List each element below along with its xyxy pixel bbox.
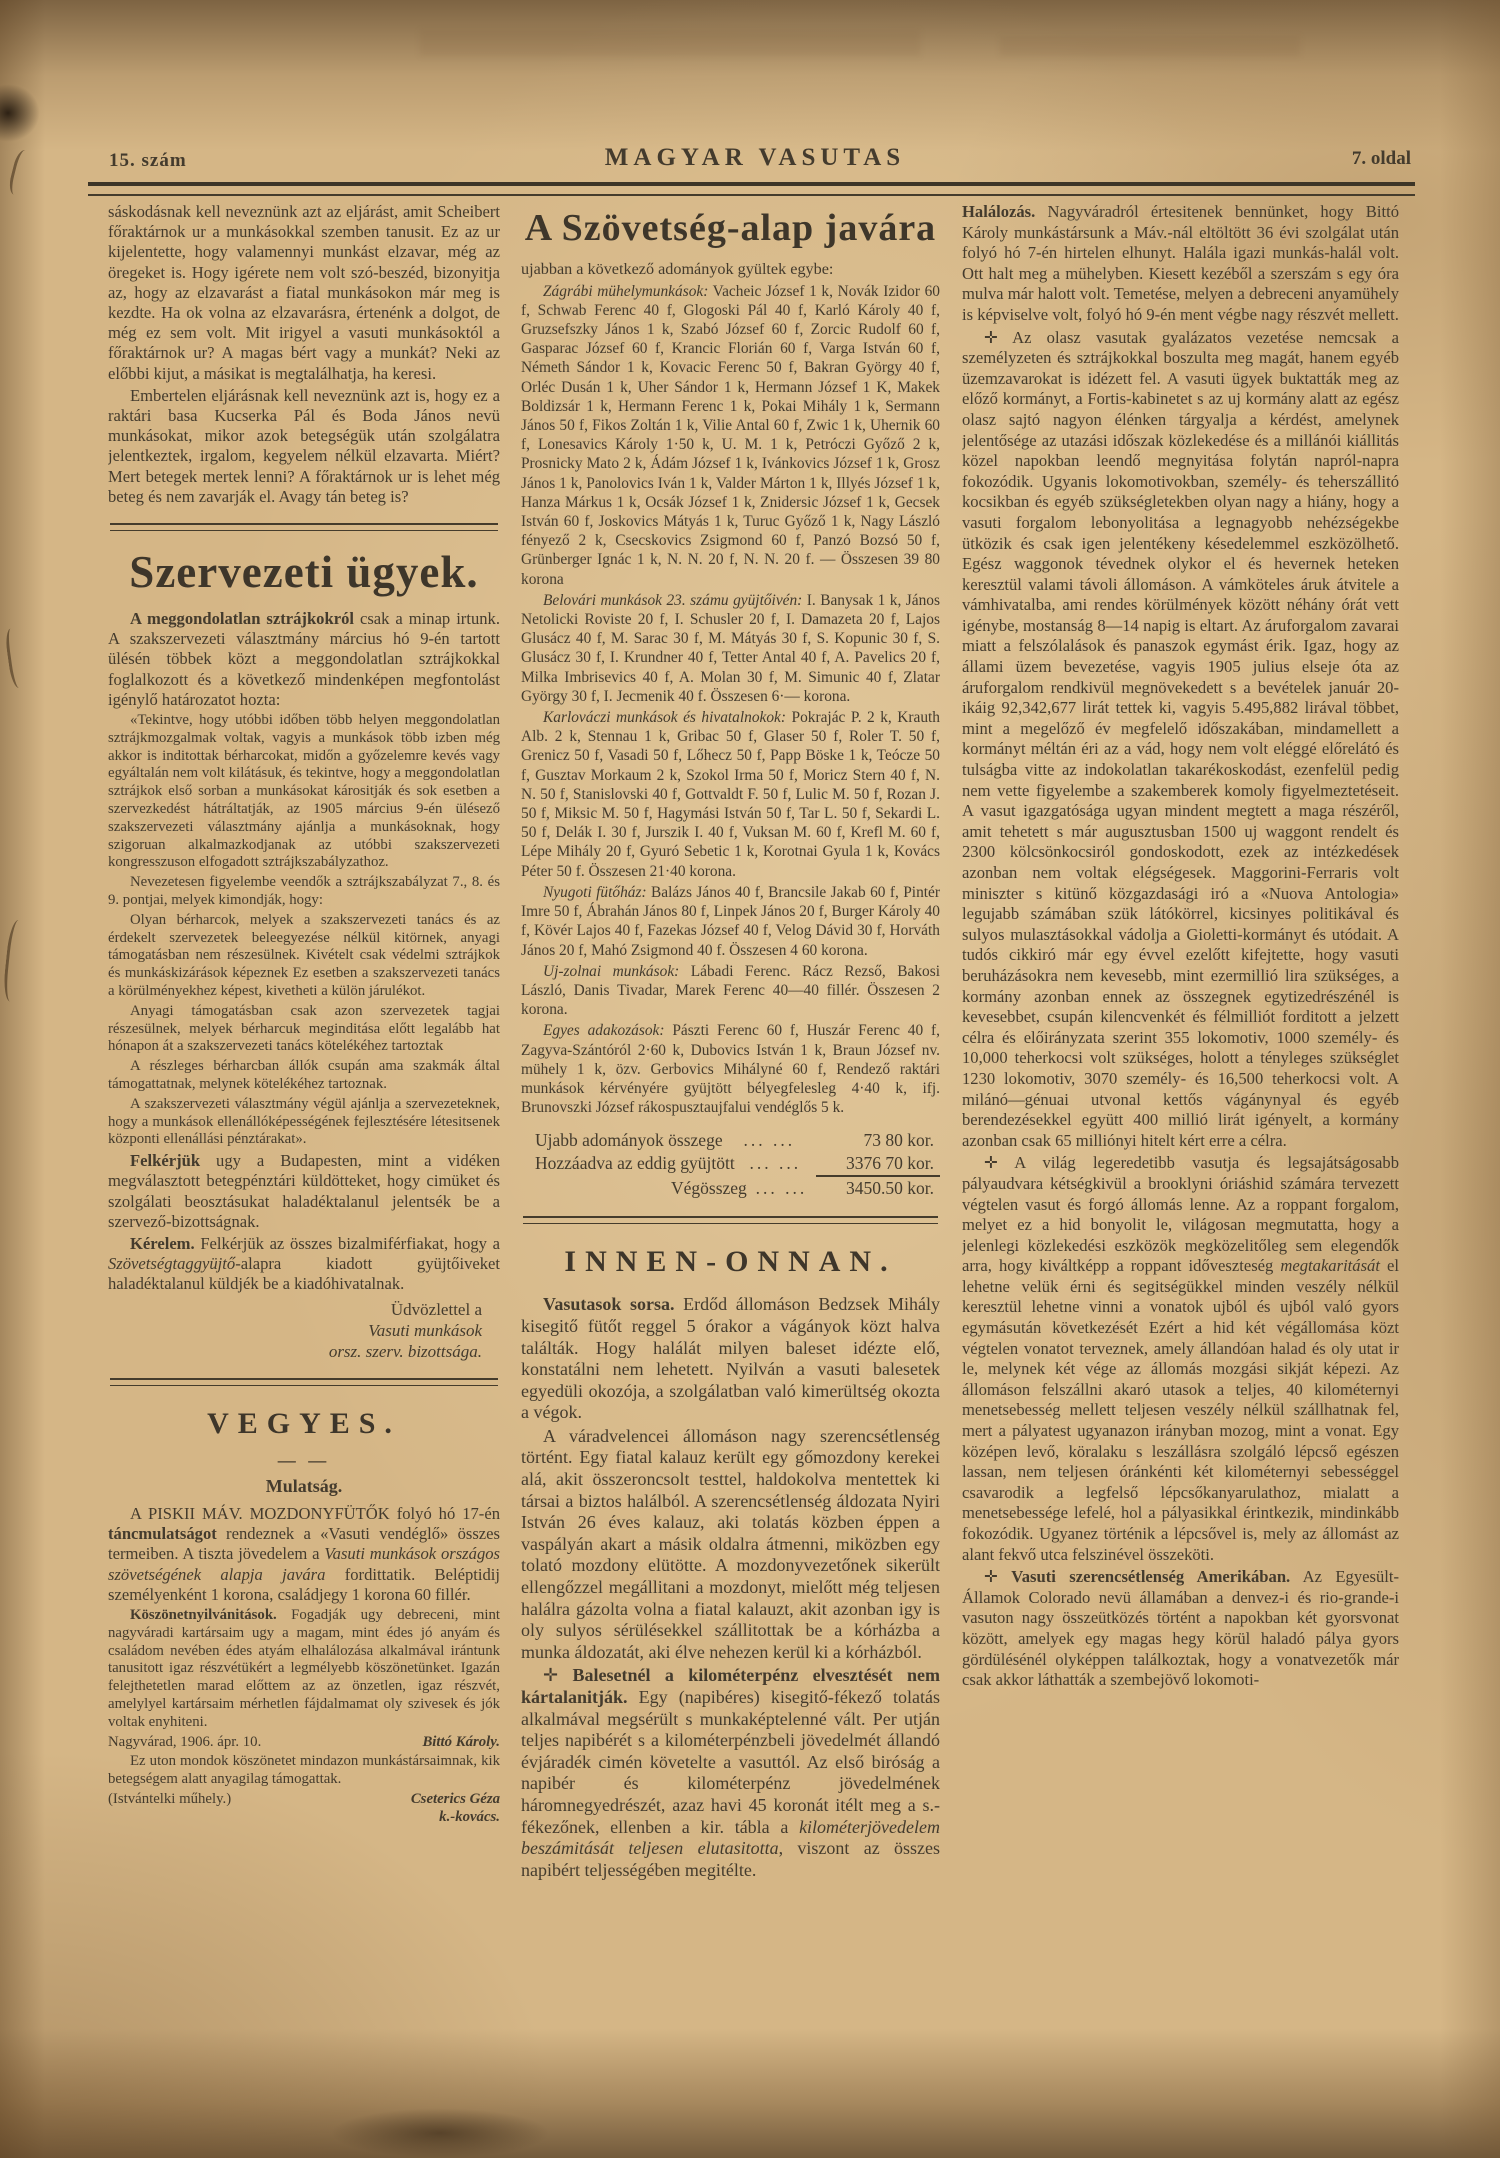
news-item — [521, 1294, 940, 1424]
body-text: Nagyváradról értesitenek bennünket, hogy Bittó Károly munkástársunk a Máv.-nál eltöltött 36 évi szolgálat után folyó hó 7-én hirtelen elhunyt. Halála igazi munkás-halál volt. Ott halt meg a mühelyben. Kiesett kezéből a szerszám s egy óra mulva már halott volt. Temetése, melyen a debreceni anyamühely is képviselve volt, folyó hó 9-én ment végbe nagy részvét mellett. — [962, 202, 1399, 324]
byline-name-line: Cseterics Géza — [410, 1791, 500, 1807]
body-text: fordittatik. Beléptidij személyenként 1 korona, családjegy 1 korona 60 fillér. — [108, 1564, 500, 1604]
byline-name-line: Bittó Károly. — [422, 1733, 500, 1750]
italic-text: Vasuti munkások országos szövetségének alapja javára — [108, 1544, 500, 1584]
ink-bleed-ghost — [420, 30, 920, 56]
scan-smudge — [0, 84, 40, 142]
section-heading: Szervezeti ügyek. — [129, 547, 479, 598]
italic-text: Karlováczi munkások és hivatalnokok: — [543, 709, 787, 727]
news-item — [962, 202, 1399, 326]
byline — [108, 1791, 500, 1827]
totals-amount: 3450.50 — [846, 1178, 903, 1199]
body-text: ujabban a következő adományok gyültek egybe: — [521, 260, 834, 278]
body-text: «Tekintve, hogy utóbbi időben több helyen meggondolatlan sztrájkmozgalmak voltak, vagyis a munkások több izben még akkor is inditottak bérharcokat, midőn a győzelemre kevés vagy egyáltalán nem volt kilátásuk, és tekintve, hogy a meggondolatlan sztrájkok első sorban a munkásokat kárositják és sok esetben a szervezkedést hátráltatják, az 1905 március 9-én ülésező szakszervezeti választmány ajánlja a munkásoknak, hogy szigoruan alkalmazkodjanak az utóbbi szakszervezeti kongresszuson elfogadott sztrájkszabályzathoz. — [108, 712, 500, 871]
body-text: Nevezetesen figyelembe veendők a sztrájkszabályzat 7., 8. és 9. pontjai, melyek kimondják, hogy: — [108, 874, 500, 909]
margin-mark — [2, 919, 31, 1003]
article-paragraph — [108, 609, 500, 710]
italic-text: Zágrábi mühelymunkások: — [543, 282, 709, 300]
donation-list-paragraph — [521, 1021, 940, 1117]
italic-text: Nyugoti fütőház: — [543, 883, 647, 901]
dot-leaders: ... ... — [755, 1178, 808, 1199]
issue-number: 15. szám — [109, 150, 187, 171]
divider-rule — [523, 1216, 938, 1224]
section-heading: A Szövetség-alap javára — [524, 207, 937, 249]
intro-paragraph — [521, 260, 940, 280]
dot-leaders: ... ... — [743, 1130, 796, 1151]
ink-bleed-ghost — [1000, 36, 1300, 56]
bold-lead: Halálozás. — [962, 202, 1036, 221]
bold-lead: Felkérjük — [130, 1151, 201, 1171]
donation-list-paragraph — [521, 883, 940, 960]
dot-leaders: ... ... — [749, 1153, 802, 1174]
signature-block — [108, 1299, 500, 1362]
resolution-paragraph — [108, 1096, 500, 1149]
section-heading: INNEN-ONNAN. — [564, 1245, 897, 1279]
byline-name-line: k.-kovács. — [439, 1808, 500, 1825]
italic-text: megtakaritását — [1280, 1256, 1380, 1276]
totals-row — [521, 1152, 940, 1177]
resolution-paragraph — [108, 712, 500, 872]
italic-text: Szövetségtaggyüjtő — [108, 1254, 236, 1274]
news-item — [521, 1426, 940, 1664]
byline — [108, 1734, 500, 1752]
byline-name — [411, 1791, 500, 1827]
italic-text: Uj-zolnai munkások: — [543, 962, 680, 980]
body-text: Balázs János 40 f, Brancsile Jakab 60 f, Pintér Imre 50 f, Ábrahán János 80 f, Linpek János 20 f, Burger Károly 40 f, Kövér Lajos 40 f, Fazekas József 40 f, Velog Dávid 30 f, Horváth János 20 f, Mahó Zsigmond 40 f. Összesen 4 60 korona. — [521, 883, 940, 959]
signature-line: Vasuti munkások — [368, 1320, 482, 1340]
byline-place: Nagyvárad, 1906. ápr. 10. — [108, 1733, 262, 1750]
section-heading: VEGYES. — [207, 1406, 401, 1440]
bold-lead: Vasuti szerencsétlenség Amerikában. — [1011, 1567, 1291, 1587]
body-text: Az Egyesült-Államok Colorado nevü államában a denvez-i és rio-grande-i vasuton nagy összeütközés történt a napokban két gyorsvonat között, amelyek egy magas hegy körül haladó pálya gyors gördülésénél olyképpen találkoztak, hogy a vonatvezetők már csak akkor láthatták a szembejövő lokomoti- — [962, 1567, 1399, 1690]
divider-rule — [110, 1378, 498, 1386]
body-text: Olyan bérharcok, melyek a szakszervezeti tanács és az érdekelt szervezetek beleegyezése nélkül kitörnek, anyagi támogatásban nem részesülnek. Kivételt csak védelmi sztrájkok és munkáskizárások képeznek Ez esetben a szakszervezeti tanács a körülményekhez képest, kivetheti a külön járulékot. — [108, 911, 500, 1000]
heading-dash-ornament: — — — [277, 1449, 331, 1470]
page-number: 7. oldal — [1351, 148, 1411, 169]
donation-list-paragraph — [521, 962, 940, 1020]
body-text: ✛ A világ legeredetibb vasutja és legsajátságosabb pályaudvara kétségkivül a brooklyni óriáshid számára tervezett végtelen vasut és forgó állomás lenne. Az a roppant forgalom, melyet ez a hid bonyolit le, világosan megmutatta, hogy a jelenlegi közlekedési eszközök megközelitőleg sem elegendők arra, hogy kiváltképp a roppant időveszteség — [962, 1153, 1399, 1276]
totals-amount-group — [816, 1177, 940, 1200]
news-item — [962, 1153, 1399, 1565]
body-text: Erdőd állomáson Bedzsek Mihály kisegitő fütőt reggel 5 órakor a vágányok közt halva találták. Hogy halálát milyen baleset idézte elő, konstatálni nem lehetett. Nyilván a vasuti balesetek egyedüli okozója, a szolgálatban való kimerültség okozta a végok. — [521, 1294, 940, 1423]
bold-lead: Köszönetnyilvánitások. — [130, 1607, 277, 1624]
news-item — [521, 1665, 940, 1881]
column-1 — [108, 202, 500, 2102]
notice-paragraph — [108, 1504, 500, 1605]
margin-mark — [7, 148, 37, 197]
body-text: Egy (napibéres) kisegitő-fékező tolatás alkalmával megsérült s munkaképtelenné vált. Per utján teljes napibérét s a kilométerpénzbeli jövedelmét állandó évjáradék cimén követelte a vasuttól. Az első biróság a napibér és kilométerpénz jövedelmének háromnegyedrészét, azaz havi 45 koronát itélt meg a s.-fékezőnek, ellenben a kir. tábla a — [521, 1687, 940, 1837]
body-text: sáskodásnak kell neveznünk azt az eljárást, amit Scheibert főraktárnok ur a munkásokkal szemben tanusit. Ez az ur kijelentette, hogy valamennyi munkást elzavar, még az öregeket is. Hogy igérete nem volt szó-beszéd, bizonyitja az, hogy az elzavarást a fiatal munkásokon már meg is kezdte. Ha ok volna az elzavarásra, értenénk a dolgot, de még ez sem volt. Mit irigyel a vasuti munkásoktól a főraktárnok ur? A magas bért vagy a munkát? Neki az előbbi kijut, a másikat is megtalálhatja, ha keresi. — [108, 202, 500, 383]
news-item — [962, 1567, 1399, 1691]
signature-line: orsz. szerv. bizottsága. — [328, 1341, 482, 1361]
body-text: Felkérjük az összes bizalmiférfiakat, hogy a — [194, 1234, 500, 1253]
totals-unit: kor. — [902, 1153, 934, 1174]
body-text: Ez uton mondok köszönetet mindazon munkástársaimnak, kik betegségem alatt anyagilag támogattak. — [108, 1753, 500, 1788]
body-text: ✛ — [984, 1567, 1012, 1587]
body-text: ugy a Budapesten, mint a vidéken megválasztott betegpénztári küldötteket, hogy cimüket és szolgálati beosztásukat haladéktalanul jelentsék be a szervező-bizottságnak. — [108, 1151, 500, 1231]
publication-title: MAGYAR VASUTAS — [604, 144, 906, 171]
body-text: el lehetne velük érni és segitségükkel minden veszély nélkül keresztül lehetne vinni a vonatok ujból és ujból való gyors egymásután következését Ezért a hid két végállomása közt végtelen vonatot terveznek, amely állandóan halad és oly utat ir le, melynek két vége az állomás mozgási sikját képezi. Az állomáson felszállni akaró utasok a teljes, 40 kilométernyi menetsebesség mellett teljesen veszély nélkül szállhatnak fel, mert a pályatest ugyanazon irányban mozog, mint a vonat. Egy középen levő, köralaku s leszállásra szolgáló lépcső egészen lassan, nem teljesen óránkénti két kilométernyi sebességgel csavarodik a legfelső lépcsőkanyarulathoz, mialatt a menetsebessége lefelé, hol a pályasikkal érintkezik, mindinkább fokozódik. Ugyanez történik a lépcsővel is, mely az állomást az alant fekvő utca felszinével összeköti. — [962, 1256, 1399, 1564]
article-paragraph — [108, 1234, 500, 1295]
totals-row — [521, 1177, 940, 1200]
totals-label: Hozzáadva az eddig gyüjtött — [535, 1153, 735, 1174]
italic-text: Egyes adakozások: — [543, 1022, 665, 1040]
body-text: ✛ — [543, 1665, 573, 1686]
byline-place: (Istvántelki műhely.) — [108, 1791, 232, 1807]
body-text: Pászti Ferenc 60 f, Huszár Ferenc 40 f, Zagyva-Szántóról 2·60 k, Dubovics István 1 k, Braun József nv. mühely 1 k, özv. Gerbovics Mihályné 60 f, Rendező raktári munkások kérvényére gyüjtött bélyegfelesleg 4·40 k, ifj. Brunovszki József rákospusztaujfalui vendéglős 5 k. — [521, 1022, 940, 1117]
body-text: A PISKII MÁV. MOZDONYFÜTŐK folyó hó 17-én — [130, 1504, 500, 1524]
bold-lead: Balesetnél a kilométerpénz elvesztését nem kártalanitják. — [521, 1665, 940, 1708]
totals-row — [521, 1129, 940, 1152]
totals-unit: kor. — [902, 1178, 934, 1199]
resolution-paragraph — [108, 912, 500, 1001]
resolution-paragraph — [108, 1003, 500, 1056]
body-text: , viszont az összes napibért teljességében megitélte. — [521, 1838, 940, 1880]
totals-amount-group — [816, 1129, 940, 1152]
article-paragraph — [108, 386, 500, 507]
italic-text: Belovári munkások 23. számu gyüjtőivén: — [543, 591, 803, 609]
news-item — [962, 328, 1399, 1152]
scan-smudge — [330, 2108, 550, 2158]
body-text: Pokrajác P. 2 k, Krauth Alb. 2 k, Stennau 1 k, Gribac 50 f, Glaser 50 f, Roler T. 50 f, Grenicz 50 f, Vasadi 50 f, Lőhecz 50 f, Papp Böske 1 k, Teócze 50 f, Gusztav Morkaum 2 k, Szokol Irma 50 f, Moricz Stern 40 f, N. N. 50 f, Stanislovski 40 f, Gottvaldt F. 50 f, Lulic M. 50 f, Rozan J. 50 f, Miksic M. 50 f, Hagymási István 50 f, Tar L. 50 f, Sekardi L. 50 f, Delák I. 30 f, Jurszik I. 40 f, Vuksan M. 60 f, Krefl M. 60 f, Lépe Mihály 20 f, Gyuró Sebetic 1 k, Korotnai Gyula 1 k, Kovács Péter 50 f. Összesen 21·40 korona. — [521, 709, 940, 880]
donation-list-paragraph — [521, 591, 940, 706]
bold-lead: A meggondolatlan sztrájkokról — [130, 609, 354, 629]
column-2 — [521, 202, 940, 2132]
body-text: rendeznek a «Vasuti vendéglő» összes termeiben. A tiszta jövedelem a — [108, 1524, 500, 1564]
resolution-paragraph — [108, 1058, 500, 1094]
thanks-paragraph — [108, 1607, 500, 1732]
donation-totals — [521, 1129, 940, 1200]
article-paragraph — [108, 202, 500, 384]
body-text: Embertelen eljárásnak kell neveznünk azt is, hogy ez a raktári basa Kucserka Pál és Boda János nevü munkásokat, mikor azok betegségük után szolgálatra jelentkeztek, irgalom, kegyelem nélkül elzavarta. Miért? Mert betegek mertek lenni? A főraktárnok ur is lehet még beteg és nem zavarják el. Avagy tán beteg is? — [108, 385, 500, 506]
body-text: A váradvelencei állomáson nagy szerencsétlenség történt. Egy fiatal kalauz került egy gőmozdony kerekei alá, akit összeroncsolt testtel, haldokolva mentettek ki társai a biztos halálból. A szerencsétlenség áldozata Nyiri István 26 éves kalauz, aki tolatás közben éppen a vaspályán akart a másik oldalra átmenni, miközben egy tolató mozdony elütötte. A mozdonyvezetőnek sikerült ellengőzzel megállitani a mozdonyt, mielőtt még teljesen halálra gázolta volna a fiatal kalauzt, akit azonban igy is oly sulyos sérülésekkel szállitottak be a kórházba a munka áldozatát, aki élve nehezen kerül ki a kórházból. — [521, 1425, 940, 1662]
totals-label: Ujabb adományok összege — [535, 1130, 723, 1151]
masthead — [95, 138, 1415, 178]
sub-heading: Mulatság. — [265, 1475, 343, 1496]
body-text: A szakszervezeti választmány végül ajánlja a szervezeteknek, hogy a munkások ellenállóképességének fejlesztésére létesitsenek központi ellenállási pénztárakat». — [108, 1095, 500, 1148]
totals-amount-group — [816, 1152, 940, 1177]
bold-lead: Vasutasok sorsa. — [543, 1294, 675, 1315]
column-3 — [962, 202, 1399, 2102]
divider-rule — [110, 523, 498, 531]
body-text: Lábadi Ferenc. Rácz Rezső, Bakosi László, Danis Tivadar, Marek Ferenc 40—40 fillér. Összesen 2 korona. — [521, 962, 940, 1019]
donation-list-paragraph — [521, 282, 940, 589]
totals-amount: 3376 70 — [846, 1153, 903, 1174]
totals-amount: 73 80 — [863, 1130, 903, 1151]
signature-line: Üdvözlettel a — [390, 1299, 482, 1319]
masthead-rule — [88, 182, 1415, 196]
bold-lead: Kérelem. — [130, 1234, 195, 1253]
body-text: Vacheic József 1 k, Novák Izidor 60 f, Schwab Ferenc 40 f, Glogoski Pál 40 f, Karló Károly 40 f, Gruzsefszky János 1 k, Szabó József 60 f, Zorcic Rudolf 60 f, Gasparac József 60 f, Krancic Florián 60 f, Varga István 60 f, Németh Sándor 1 k, Kovacic Ferenc 50 f, Bakran György 40 f, Orléc Dusán 1 k, Uher Sándor 1 k, Hermann József 1 K, Makek Boldizsár 1 k, Hermann Ferenc 1 k, Pokai Mihály 1 k, Sermann János 50 f, Fikos Zoltán 1 k, Vilie Antal 60 f, Zwic 1 k, Uhernik 60 f, Lonesavics Károly 1·50 k, U. M. 1 k, Petróczi Győző 2 k, Prosnicky Mato 2 k, Ádám József 1 k, Ivánkovics József 1 k, Grosz János 1 k, Panolovics Iván 1 k, Valder Márton 1 k, Illyés József 1 k, Hanza Márkus 1 k, Ocsák József 1 k, Znidersic József 1 k, Gecsek István 60 f, Joskovics Mátyás 1 k, Turuc Győző 1 k, Nagy László fényező 2 k, Csecskovics Zsigmond 60 f, Panzó Bozsó 50 f, Grünberger Ignác 1 k, N. N. 20 f, N. N. 20 f. — Összesen 39 80 korona — [521, 282, 940, 588]
body-text: Fogadják ugy debreceni, mint nagyváradi kartársaim ugy a magam, mint édes jó anyám és családom nevében édes atyám elhalálozása alkalmával irántunk tanusitott igaz részvétükért a legmélyebb köszönetünket. Igazán felejthetetlen marad előttem az az önzetlen, igaz részvét, amelylyel kartársaim mérhetlen fájdalmamat oly szivesek és jók voltak enyhiteni. — [108, 1607, 500, 1730]
resolution-paragraph — [108, 874, 500, 910]
margin-mark — [4, 627, 29, 689]
donation-list-paragraph — [521, 708, 940, 881]
italic-text: kilométerjövedelem beszámitását teljesen elutasitotta — [521, 1816, 940, 1859]
body-text: I. Banysak 1 k, János Netolicki Roviste 20 f, I. Schusler 20 f, I. Damazeta 20 f, Lajos Glusácz 40 f, M. Sarac 30 f, M. Mátyás 30 f, S. Kopunic 30 f, S. Glusácz 30 f, I. Krundner 40 f, Tetter Antal 40 f, A. Pavelics 20 f, Milka Imbrisevics 40 f, A. Molan 30 f, M. Simunic 40 f, Zlatar György 30 f, I. Jecmenik 40 f. Összesen 6·— korona. — [521, 591, 940, 705]
body-text: csak a minap irtunk. A szakszervezeti választmány március hó 9-én tartott ülésén többek közt a meggondolatlan sztrájkokkal foglalkozott és a következő mindenképen megfontolást igénylő határozatot hozta: — [108, 609, 500, 709]
totals-unit: kor. — [902, 1130, 934, 1151]
body-text: ✛ Az olasz vasutak gyalázatos vezetése nemcsak a személyzeten és sztrájkokkal boszulta meg magát, hanem egyéb üzemzavarokat is idézett fel. A vasuti ügyek buktatták meg az előző kormányt, a Fortis-kabinetet s az uj kormány alatt az egész olasz sajtó nagyon élénken tárgyalja a kérdést, amelynek jelentősége az utazási időszak közlekedése és a millánói kiállitás közel napokban leendő megnyitása folytán napról-napra fokozódik. Ugyanis lokomotivokban, személy- és teherszállitó kocsikban és egyéb szükségletekben olyan nagy a hiány, hogy a vasuti forgalom lebonyolitása a legnagyobb nehézségekbe ütközik és csak igen jelentékeny késedelemmel eszközölhető. Egész waggonok tévednek olykor el és hevernek heteken keresztül valami távoli állomáson. A vámköteles áruk átvitele a vámhivatalba, ami rendes körülmények között néhány órát vett igénybe, mostanság 8—14 napig is eltart. Az áruforgalom zavarai miatt a felszólalások és panaszok egymást érik. Igaz, hogy az állami üzem bevezetése, vagyis 1905 julius elseje óta az áruforgalom rendkivül megnövekedett s a bevételek január 20-ikáig 92,342,677 lirát tettek ki, vagyis 5.495,882 lirával többet, mint a megelőző év megfelelő időszakában, mindamellett a kormányt méltán éri az a vád, hogy nem volt eléggé előrelátó és tulságba vitte az indokolatlan takarékoskodást, ezenfelül pedig nem vette figyelembe a szakemberek komoly figyelmeztetéseit. A vasut igazgatósága ugyan mindent megtett a maga részéről, amit tehetett s már augusztusban 1500 uj waggont rendelt és 2300 kölcsönkocsiról gondoskodott, ezek az intézkedések azonban nem voltak elégségesek. Maggorini-Ferraris volt miniszter s kitünő közgazdasági iró a «Nuova Antologia» legujabb számában szük látókörrel, kicsinyes politikával és sulyos mulasztásokkal vádolja a Gioletti-kormányt és utódait. A tudós cikkiró már egy évvel ezelőtt kifejtette, hogy vasuti beruházásokra nem kevesebb, mint ezermillió lira szükséges, a kormány azonban ennek az összegnek egytizedrészénél is kevesebbet, csupán kilencvenkét és félmilliót forditott a jelzett célra és előirányzata szerint 355 lokomotiv, 1000 személy- és 10,000 teherkocsi volt szükséges, holott a tényleges szükséglet 1230 lokomotiv, 3070 személy- és 16,500 teherkocsi volt. A milánó—génuai utvonal kettős vágánynyal és egyéb berendezésekkel együtt 400 millió lirát igényelt, a kormány azonban csak 65 milliónyi hitelt kért erre a célra. — [962, 327, 1399, 1150]
totals-label: Végösszeg — [671, 1178, 747, 1199]
body-text: Anyagi támogatásban csak azon szervezetek tagjai részesülnek, melyek bérharcuk meginditása előtt legalább hat hónapon át a szakszervezeti tanács kötelékéhez tartoztak — [108, 1002, 500, 1055]
bold-lead: táncmulatságot — [108, 1524, 217, 1544]
article-paragraph — [108, 1151, 500, 1232]
thanks-paragraph — [108, 1753, 500, 1789]
body-text: -alapra kiadott gyüjtőiveket haladéktalanul küldjék be a kiadóhivatalnak. — [108, 1254, 500, 1294]
body-text: A részleges bérharcban állók csupán ama szakmák által támogattatnak, melynek kötelékéhez tartoznak. — [108, 1058, 500, 1092]
byline-name — [422, 1734, 500, 1752]
